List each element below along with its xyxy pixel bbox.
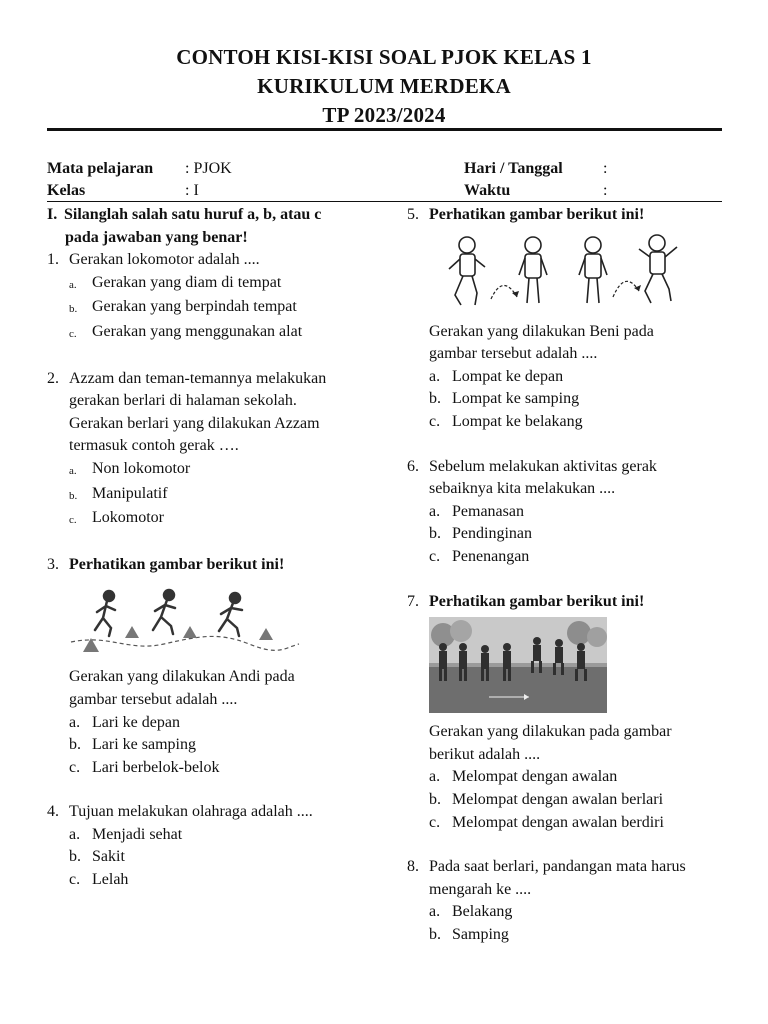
class-value: : I bbox=[185, 182, 199, 199]
option-text: Belakang bbox=[452, 903, 513, 921]
option-letter: b. bbox=[69, 489, 78, 502]
option[interactable] bbox=[407, 546, 732, 569]
option[interactable] bbox=[47, 296, 387, 321]
question-text: gambar tersebut adalah .... bbox=[69, 690, 238, 708]
question-text: Gerakan lokomotor adalah .... bbox=[69, 251, 260, 269]
question-6 bbox=[407, 456, 732, 569]
section-instruction bbox=[47, 204, 387, 249]
option-letter: b. bbox=[429, 925, 441, 943]
meta-left bbox=[47, 158, 232, 202]
option-text: Lompat ke samping bbox=[452, 390, 580, 408]
option-text: Gerakan yang berpindah tempat bbox=[92, 298, 297, 316]
option-letter: a. bbox=[69, 278, 77, 291]
question-4 bbox=[47, 801, 387, 891]
left-column bbox=[47, 204, 387, 892]
option-text: Samping bbox=[452, 925, 509, 943]
option-letter: a. bbox=[69, 825, 81, 843]
option-text: Gerakan yang menggunakan alat bbox=[92, 322, 303, 340]
subject-label: Mata pelajaran bbox=[47, 160, 154, 177]
question-5 bbox=[407, 204, 732, 434]
option[interactable] bbox=[407, 411, 732, 434]
option[interactable] bbox=[407, 366, 732, 389]
option-letter: b. bbox=[69, 303, 78, 316]
jumping-sequence-image bbox=[407, 233, 732, 315]
date-label: Hari / Tanggal bbox=[464, 160, 563, 177]
option-letter: b. bbox=[69, 848, 81, 866]
question-8 bbox=[407, 856, 732, 946]
time-label: Waktu bbox=[464, 182, 511, 199]
question-number: 5. bbox=[407, 206, 419, 223]
question-number: 6. bbox=[407, 457, 419, 475]
question-number: 2. bbox=[47, 369, 59, 387]
option-letter: b. bbox=[429, 390, 441, 408]
question-text: Sebelum melakukan aktivitas gerak bbox=[429, 457, 657, 475]
option-letter: c. bbox=[69, 327, 77, 340]
option-letter: a. bbox=[429, 768, 441, 786]
section-line2: pada jawaban yang benar! bbox=[65, 228, 248, 246]
option-text: Lelah bbox=[92, 871, 129, 889]
option[interactable] bbox=[47, 734, 387, 757]
question-text: termasuk contoh gerak …. bbox=[69, 437, 239, 455]
question-text: Perhatikan gambar berikut ini! bbox=[429, 592, 645, 610]
question-text: Gerakan berlari yang dilakukan Azzam bbox=[69, 414, 320, 432]
doc-title-line1: CONTOH KISI-KISI SOAL PJOK KELAS 1 bbox=[176, 45, 592, 69]
option[interactable] bbox=[407, 388, 732, 411]
option[interactable] bbox=[407, 901, 732, 924]
option[interactable] bbox=[407, 924, 732, 947]
question-number: 7. bbox=[407, 592, 419, 610]
doc-title-line2: KURIKULUM MERDEKA bbox=[257, 74, 511, 98]
option-letter: b. bbox=[429, 525, 441, 543]
option-text: Melompat dengan awalan berlari bbox=[452, 790, 664, 808]
option-letter: c. bbox=[69, 758, 81, 776]
option-letter: c. bbox=[69, 514, 77, 527]
option-text: Manipulatif bbox=[92, 484, 168, 502]
question-7 bbox=[407, 591, 732, 835]
meta-rule bbox=[47, 201, 722, 202]
option[interactable] bbox=[47, 712, 387, 735]
option-letter: a. bbox=[429, 502, 441, 520]
section-line1: Silanglah salah satu huruf a, b, atau c bbox=[64, 206, 322, 223]
option[interactable] bbox=[47, 846, 387, 869]
option[interactable] bbox=[407, 501, 732, 524]
subject-value: : PJOK bbox=[185, 160, 232, 177]
right-column bbox=[407, 204, 732, 946]
header-rule bbox=[47, 128, 722, 131]
option-letter: c. bbox=[429, 813, 441, 831]
option-text: Lari ke samping bbox=[92, 736, 196, 754]
option-text: Lompat ke depan bbox=[452, 367, 564, 385]
time-value: : bbox=[603, 182, 608, 199]
option[interactable] bbox=[47, 869, 387, 892]
doc-title-line3: TP 2023/2024 bbox=[322, 103, 446, 127]
option-text: Menjadi sehat bbox=[92, 825, 183, 843]
option-text: Penenangan bbox=[452, 547, 530, 565]
option-letter: b. bbox=[69, 736, 81, 754]
question-text: Gerakan yang dilakukan Beni pada bbox=[429, 322, 654, 340]
option-text: Pemanasan bbox=[452, 502, 524, 520]
question-text: Azzam dan teman-temannya melakukan bbox=[69, 369, 327, 387]
question-2 bbox=[47, 368, 387, 532]
option-letter: a. bbox=[429, 367, 441, 385]
option-letter: c. bbox=[69, 871, 81, 889]
class-label: Kelas bbox=[47, 182, 86, 199]
option-letter: a. bbox=[69, 464, 77, 477]
option[interactable] bbox=[407, 523, 732, 546]
question-text: sebaiknya kita melakukan .... bbox=[429, 480, 616, 498]
option-text: Sakit bbox=[92, 848, 125, 866]
option[interactable] bbox=[407, 766, 732, 789]
option[interactable] bbox=[407, 812, 732, 835]
question-number: 4. bbox=[47, 803, 59, 821]
question-text: gerakan berlari di halaman sekolah. bbox=[69, 392, 297, 410]
option[interactable] bbox=[47, 757, 387, 780]
option[interactable] bbox=[47, 507, 387, 532]
option-text: Non lokomotor bbox=[92, 459, 191, 477]
option-text: Lokomotor bbox=[92, 509, 164, 527]
option-text: Lompat ke belakang bbox=[452, 412, 583, 430]
option-text: Pendinginan bbox=[452, 525, 532, 543]
option-letter: c. bbox=[429, 547, 441, 565]
option-text: Lari ke depan bbox=[92, 713, 180, 731]
option[interactable] bbox=[47, 272, 387, 297]
option-text: Melompat dengan awalan berdiri bbox=[452, 813, 664, 831]
question-text: Pada saat berlari, pandangan mata harus bbox=[429, 858, 686, 876]
date-value: : bbox=[603, 160, 608, 177]
option[interactable] bbox=[47, 824, 387, 847]
question-text: Gerakan yang dilakukan pada gambar bbox=[429, 723, 672, 741]
option-letter: b. bbox=[429, 790, 441, 808]
question-text: berikut adalah .... bbox=[429, 745, 541, 763]
kids-jumping-photo bbox=[407, 617, 732, 713]
option[interactable] bbox=[407, 789, 732, 812]
option-text: Gerakan yang diam di tempat bbox=[92, 273, 282, 291]
option[interactable] bbox=[47, 458, 387, 483]
option-text: Melompat dengan awalan bbox=[452, 768, 618, 786]
question-number: 1. bbox=[47, 251, 59, 269]
question-text: Perhatikan gambar berikut ini! bbox=[429, 206, 645, 223]
question-3 bbox=[47, 554, 387, 780]
question-text: gambar tersebut adalah .... bbox=[429, 345, 598, 363]
option-text: Lari berbelok-belok bbox=[92, 758, 220, 776]
question-number: 8. bbox=[407, 858, 419, 876]
question-text: Tujuan melakukan olahraga adalah .... bbox=[69, 803, 313, 821]
option[interactable] bbox=[47, 321, 387, 346]
option-letter: c. bbox=[429, 412, 441, 430]
question-text: Gerakan yang dilakukan Andi pada bbox=[69, 668, 295, 686]
option-letter: a. bbox=[429, 903, 441, 921]
question-1 bbox=[47, 249, 387, 345]
option-letter: a. bbox=[69, 713, 81, 731]
question-text: mengarah ke .... bbox=[429, 880, 532, 898]
running-zigzag-image bbox=[47, 586, 387, 658]
option[interactable] bbox=[47, 483, 387, 508]
meta-right bbox=[464, 158, 607, 202]
section-number: I. bbox=[47, 206, 58, 223]
question-text: Perhatikan gambar berikut ini! bbox=[69, 555, 285, 573]
question-number: 3. bbox=[47, 555, 59, 573]
